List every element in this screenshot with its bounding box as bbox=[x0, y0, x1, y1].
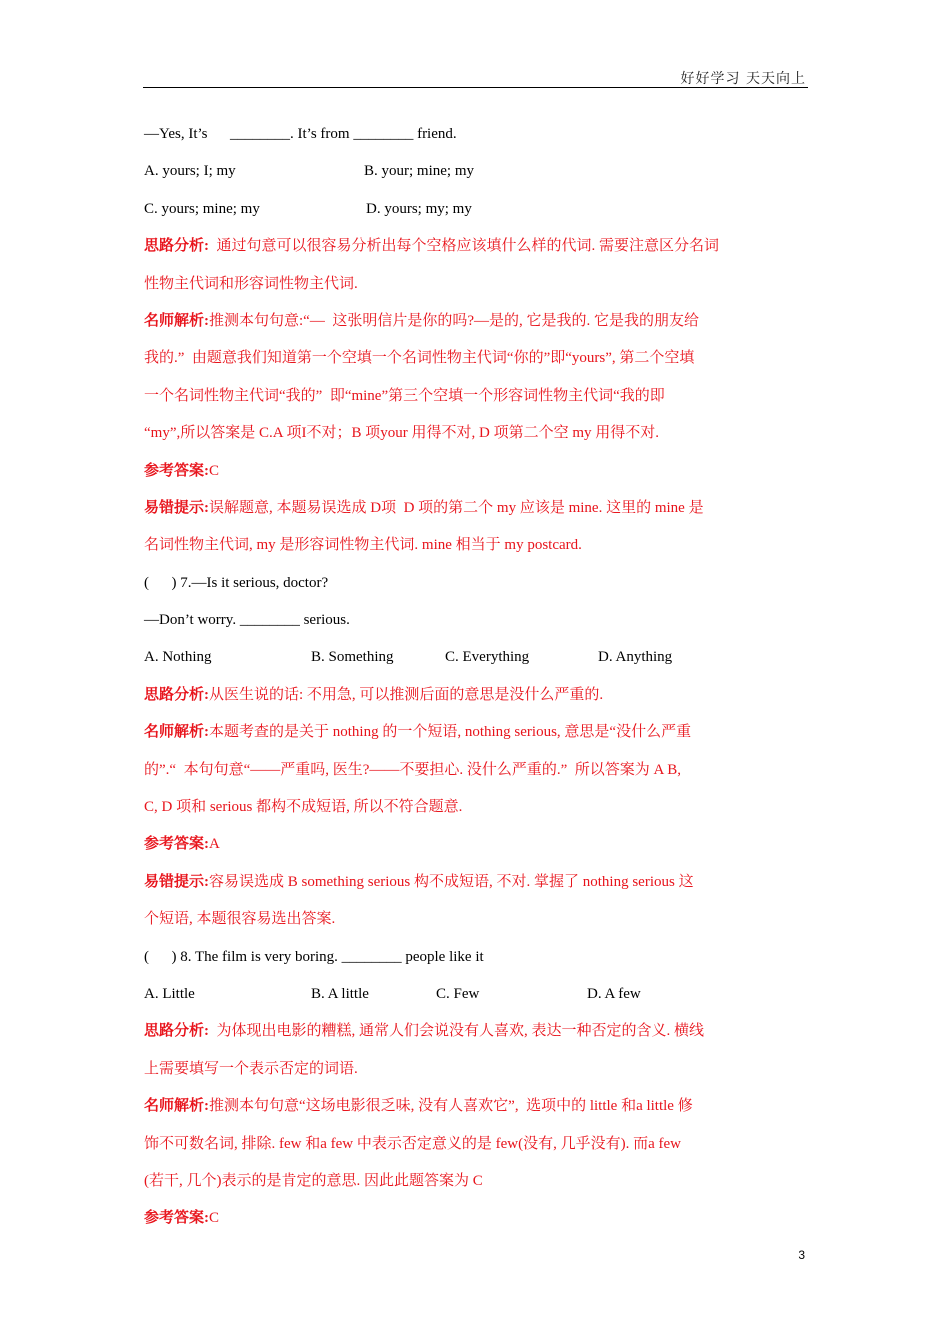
q6-teacher-line2: 我的.” 由题意我们知道第一个空填一个名词性物主代词“你的”即“yours”, 第二个空填 bbox=[144, 350, 695, 367]
q8-teacher-label: 名师解析: bbox=[144, 1098, 209, 1115]
q8-teacher-line3: (若干, 几个)表示的是肯定的意思. 因此此题答案为 C bbox=[144, 1172, 483, 1189]
q8-teacher-line2: 饰不可数名词, 排除. few 和a few 中表示否定意义的是 few(没有, 几乎没有). 而a few bbox=[144, 1135, 681, 1152]
q6-answer bbox=[144, 457, 814, 494]
q7-tip-line2: 个短语, 本题很容易选出答案. bbox=[144, 911, 336, 928]
q8-analysis-line2: 上需要填写一个表示否定的词语. bbox=[144, 1060, 358, 1077]
page-number: 3 bbox=[798, 1248, 805, 1262]
q7-option-d: D. Anything bbox=[598, 649, 673, 666]
q6-options-row1 bbox=[144, 157, 814, 194]
q6-analysis-line2: 性物主代词和形容词性物主代词. bbox=[144, 275, 358, 292]
q8-stem: ( ) 8. The film is very boring. ________ people like it bbox=[144, 948, 484, 965]
q6-answer-label: 参考答案: bbox=[144, 462, 209, 479]
q7-teacher-line3: C, D 项和 serious 都构不成短语, 所以不符合题意. bbox=[144, 799, 463, 816]
q6-tip-label: 易错提示: bbox=[144, 499, 209, 516]
q6-answer-value: C bbox=[209, 462, 220, 479]
q7-option-b: B. Something bbox=[311, 649, 394, 666]
q6-analysis-label: 思路分析: bbox=[144, 238, 209, 255]
q6-option-d: D. yours; my; my bbox=[366, 200, 472, 217]
q6-stem-cont: —Yes, It’s ________. It’s from ________ friend. bbox=[144, 126, 457, 142]
q7-option-c: C. Everything bbox=[445, 649, 530, 666]
q6-option-b: B. your; mine; my bbox=[364, 163, 474, 180]
q7-tip-label: 易错提示: bbox=[144, 873, 209, 890]
header-slogan: 好好学习 天天向上 bbox=[680, 71, 806, 87]
q6-teacher-line3: 一个名词性物主代词“我的” 即“mine”第三个空填一个形容词性物主代词“我的即 bbox=[144, 387, 665, 404]
q8-options bbox=[144, 980, 814, 1017]
q7-answer-value: A bbox=[209, 836, 220, 853]
q6-tip: 易错提示:误解题意, 本题易误选成 D项 D 项的第二个 my 应该是 mine. 这里的 mine 是 bbox=[144, 499, 704, 516]
q8-option-b: B. A little bbox=[311, 985, 369, 1002]
q6-options-row2 bbox=[144, 195, 814, 232]
q7-teacher-label: 名师解析: bbox=[144, 724, 209, 741]
q7-stem: ( ) 7.—Is it serious, doctor? bbox=[144, 574, 329, 591]
q8-teacher: 名师解析:推测本句句意“这场电影很乏味, 没有人喜欢它”, 选项中的 little 和a little 修 bbox=[144, 1098, 693, 1115]
q7-answer-label: 参考答案: bbox=[144, 836, 209, 853]
q8-answer bbox=[144, 1204, 814, 1241]
q8-option-d: D. A few bbox=[587, 985, 641, 1002]
q7-teacher-line2: 的”.“ 本句句意“——严重吗, 医生?——不要担心. 没什么严重的.” 所以答案为 A B, bbox=[144, 761, 682, 778]
q8-option-a: A. Little bbox=[144, 985, 195, 1002]
q6-tip-line2: 名词性物主代词, my 是形容词性物主代词. mine 相当于 my postcard. bbox=[144, 537, 582, 554]
q7-analysis-label: 思路分析: bbox=[144, 686, 209, 703]
q6-teacher: 名师解析:推测本句句意:“— 这张明信片是你的吗?—是的, 它是我的. 它是我的朋友给 bbox=[144, 312, 699, 329]
q6-analysis: 思路分析: 通过句意可以很容易分析出每个空格应该填什么样的代词. 需要注意区分名词 bbox=[144, 238, 720, 255]
document-body bbox=[144, 120, 814, 1242]
q7-stem2: —Don’t worry. ________ serious. bbox=[144, 612, 350, 629]
q7-analysis: 思路分析:从医生说的话: 不用急, 可以推测后面的意思是没什么严重的. bbox=[144, 686, 604, 703]
q7-teacher: 名师解析:本题考查的是关于 nothing 的一个短语, nothing serious, 意思是“没什么严重 bbox=[144, 724, 692, 741]
q8-answer-value: C bbox=[209, 1210, 220, 1227]
q7-option-a: A. Nothing bbox=[144, 649, 212, 666]
q8-answer-label: 参考答案: bbox=[144, 1210, 209, 1227]
header-divider bbox=[143, 87, 808, 88]
q6-teacher-label: 名师解析: bbox=[144, 312, 209, 329]
q8-analysis-label: 思路分析: bbox=[144, 1023, 209, 1040]
q8-analysis: 思路分析: 为体现出电影的糟糕, 通常人们会说没有人喜欢, 表达一种否定的含义. 横线 bbox=[144, 1023, 705, 1040]
q7-answer bbox=[144, 830, 814, 867]
q7-options bbox=[144, 643, 814, 680]
q6-option-a: A. yours; I; my bbox=[144, 163, 236, 180]
q7-tip: 易错提示:容易误选成 B something serious 构不成短语, 不对. 掌握了 nothing serious 这 bbox=[144, 873, 694, 890]
q6-option-c: C. yours; mine; my bbox=[144, 200, 260, 217]
q6-teacher-line4: “my”,所以答案是 C.A 项I不对；B 项your 用得不对, D 项第二个空 my 用得不对. bbox=[144, 425, 659, 442]
q8-option-c: C. Few bbox=[436, 985, 480, 1002]
